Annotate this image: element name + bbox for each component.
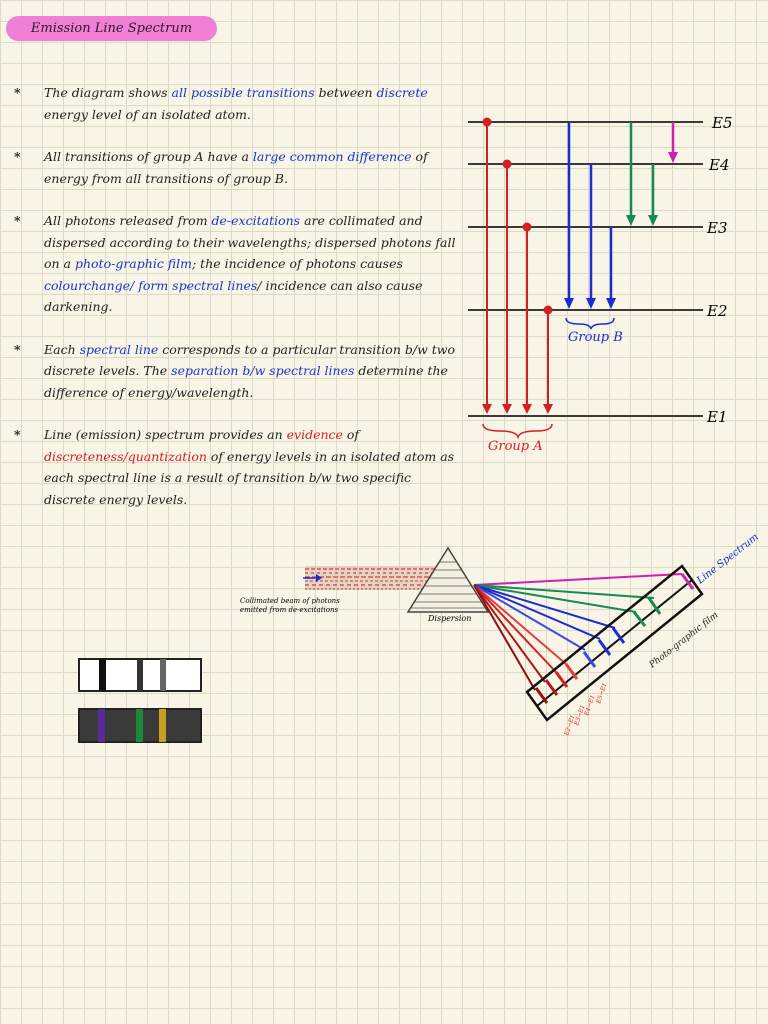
film-label: Photo-graphic film — [647, 610, 721, 671]
absorption-spectrum-strip — [79, 659, 201, 691]
bullet-asterisk: * — [14, 341, 21, 357]
note-text: of — [342, 427, 360, 442]
note-text: corresponds to a particular transition b/w two discrete levels. The — [44, 341, 455, 378]
film-line-red — [536, 688, 547, 703]
highlighted-text: de-excitations — [211, 213, 301, 228]
spectrum-line — [137, 659, 143, 691]
ray-red — [474, 585, 566, 664]
note-text: of energy from all transitions of group B. — [44, 149, 428, 186]
note-text: The diagram shows — [44, 85, 172, 100]
highlighted-text: evidence — [286, 427, 343, 442]
spectrum-line — [98, 709, 105, 742]
note-text: Line (emission) spectrum provides an — [44, 427, 287, 442]
arrowhead — [586, 298, 596, 309]
beam-label-line2: emitted from de-excitations — [240, 606, 339, 614]
note-text: of energy levels in an isolated atom as each spectral line is a result of transition b/w two specific discrete energy levels. — [44, 448, 455, 507]
group-b-brace — [566, 318, 614, 329]
arrowhead — [606, 298, 616, 309]
prism-label: Dispersion — [428, 614, 472, 623]
group-b-label: Group B — [568, 330, 623, 345]
level-label-e4: E4 — [709, 156, 730, 174]
dispersion-diagram — [240, 532, 761, 738]
collimated-beam — [305, 566, 440, 590]
arrowhead — [626, 215, 636, 226]
arrowhead — [502, 404, 512, 414]
highlighted-text: all possible transitions — [171, 85, 315, 100]
arrowhead — [482, 404, 492, 414]
note-text: ; the incidence of photons causes — [191, 256, 403, 271]
arrowhead — [668, 152, 678, 163]
spectrum-line — [159, 709, 166, 742]
note-text: / incidence can also cause darkening. — [44, 277, 423, 314]
group-a-brace — [483, 424, 552, 437]
spectrum-line — [136, 709, 143, 742]
note-text: are collimated and dispersed according to their wavelengths; dispersed photons fall on a — [44, 213, 456, 271]
highlighted-text: discreteness/quantization — [44, 448, 207, 464]
transition-label: E4→E1 — [583, 694, 597, 717]
group-a-label: Group A — [488, 439, 543, 454]
bullet-asterisk: * — [14, 213, 21, 228]
energy-level-diagram — [468, 114, 733, 454]
level-label-e1: E1 — [707, 408, 728, 426]
arrowhead — [543, 404, 553, 414]
highlighted-text: colourchange/ form spectral lines — [44, 277, 258, 293]
beam-label-line1: Collimated beam of photons — [240, 597, 340, 605]
transition-labels — [563, 682, 609, 737]
note-text: All photons released from — [44, 213, 212, 228]
highlighted-text: discrete — [376, 85, 428, 100]
highlighted-text: photo-graphic film — [74, 256, 192, 271]
highlighted-text: large common difference — [252, 149, 412, 164]
transition-label: E2→E1 — [563, 714, 577, 737]
level-label-e2: E2 — [707, 302, 728, 320]
line-spectrum-label: Line Spectrum — [695, 531, 761, 587]
emission-spectrum-strip — [79, 709, 201, 742]
arrowhead — [564, 298, 574, 309]
bullet-asterisk: * — [14, 149, 21, 164]
spectrum-line — [99, 659, 106, 691]
highlighted-text: spectral line — [79, 341, 159, 357]
highlighted-text: separation b/w spectral lines — [171, 363, 355, 378]
note-text: between — [314, 85, 377, 100]
page-title: Emission Line Spectrum — [6, 16, 217, 41]
note-text: All transitions of group A have a — [44, 149, 253, 164]
film-line-red — [556, 672, 567, 687]
arrowhead — [522, 404, 532, 414]
bullet-asterisk: * — [14, 85, 21, 100]
level-label-e5: E5 — [712, 114, 733, 132]
note-text: energy level of an isolated atom. — [44, 106, 251, 122]
ray-magenta — [474, 574, 682, 585]
note-text: determine the difference of energy/wavelength. — [44, 363, 448, 400]
film-line-red — [546, 680, 557, 695]
transition-label: E3→E1 — [573, 704, 587, 727]
level-label-e3: E3 — [707, 219, 728, 237]
spectrum-line — [160, 659, 166, 691]
transition-label: E5→E1 — [595, 682, 609, 705]
note-text: Each — [44, 341, 80, 357]
arrowhead — [648, 215, 658, 226]
bullet-asterisk: * — [14, 427, 21, 442]
